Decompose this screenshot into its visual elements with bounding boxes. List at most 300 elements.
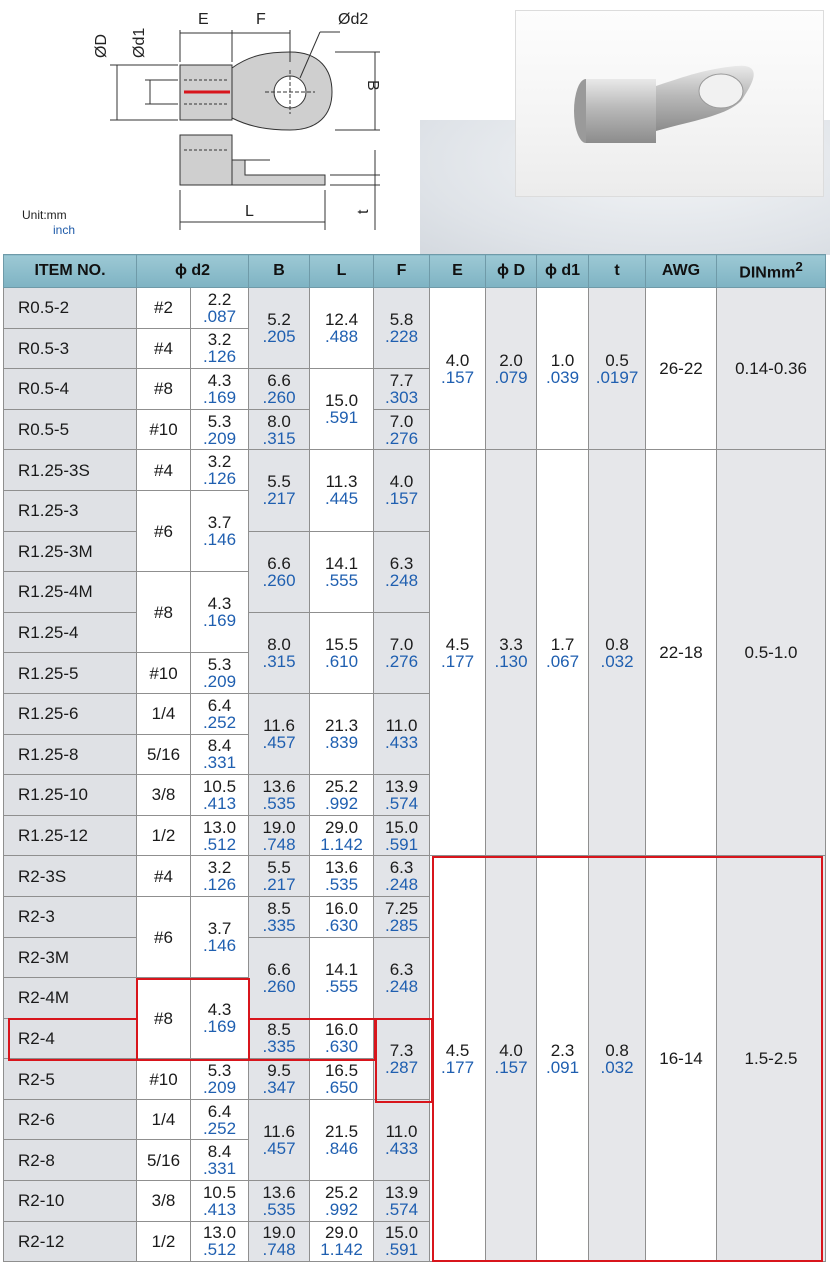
dia-D-cell-inch: .079: [494, 367, 528, 387]
d2-cell-inch: .252: [202, 1118, 237, 1138]
l-cell-inch: .555: [324, 570, 359, 590]
d2-cell: [191, 450, 249, 491]
b-cell-mm: 13.6: [262, 776, 296, 796]
d2-cell: [191, 288, 249, 329]
f-cell-inch: .276: [384, 428, 419, 448]
item-no-cell: R2-8: [4, 1140, 137, 1181]
header-din-sup: 2: [795, 259, 803, 275]
f-cell-mm: 6.3: [389, 959, 414, 979]
l-cell: [310, 1059, 374, 1100]
d2-cell-inch: .087: [202, 306, 237, 326]
table-row: [4, 450, 826, 491]
header-din: [717, 255, 826, 288]
l-cell-mm: 29.0: [324, 817, 359, 837]
item-no-cell: R1.25-4M: [4, 572, 137, 613]
d2-cell-mm: 13.0: [202, 1223, 237, 1243]
screw-size-cell: #10: [137, 1059, 191, 1100]
d2-cell: [191, 978, 249, 1059]
b-cell-inch: .315: [262, 428, 296, 448]
l-cell-mm: 15.5: [324, 634, 359, 654]
screw-size-cell: 1/4: [137, 693, 191, 734]
b-cell: [249, 815, 310, 856]
t-cell: [589, 288, 646, 450]
d2-cell-mm: 3.2: [207, 330, 232, 350]
l-cell: [310, 1018, 374, 1059]
l-cell-mm: 29.0: [324, 1223, 359, 1243]
item-no-cell: R1.25-8: [4, 734, 137, 775]
d2-cell-mm: 10.5: [202, 776, 237, 796]
l-cell-mm: 21.3: [324, 716, 359, 736]
l-cell: [310, 369, 374, 450]
e-cell-inch: .157: [440, 367, 475, 387]
d1-cell: [537, 450, 589, 856]
l-cell: [310, 1099, 374, 1180]
din-cell: 0.14-0.36: [717, 288, 826, 450]
product-photo: [515, 10, 824, 197]
b-cell: [249, 1059, 310, 1100]
header-E: E: [430, 255, 486, 288]
b-cell-mm: 5.5: [267, 472, 291, 492]
header-din-text: DINmm: [739, 264, 796, 282]
header-item-no: ITEM NO.: [4, 255, 137, 288]
b-cell-mm: 5.5: [267, 858, 291, 878]
f-cell-mm: 11.0: [385, 1121, 418, 1141]
f-cell-inch: .574: [384, 793, 419, 813]
d2-cell-inch: .126: [202, 875, 237, 895]
l-cell-mm: 21.5: [324, 1121, 359, 1141]
d2-cell-mm: 4.3: [207, 1000, 232, 1020]
t-cell-inch: .032: [600, 651, 634, 671]
screw-size-cell: #4: [137, 328, 191, 369]
b-cell-inch: .217: [262, 489, 296, 509]
item-no-cell: R2-6: [4, 1099, 137, 1140]
header-d1: ϕ d1: [537, 255, 589, 288]
b-cell: [249, 612, 310, 693]
d2-cell-inch: .169: [202, 387, 237, 407]
b-cell: [249, 1099, 310, 1180]
d2-cell-mm: 13.0: [202, 817, 237, 837]
b-cell: [249, 1221, 310, 1262]
l-cell: [310, 775, 374, 816]
screw-size-cell: 3/8: [137, 1181, 191, 1222]
l-cell-mm: 16.0: [324, 898, 359, 918]
header-awg: AWG: [646, 255, 717, 288]
d2-cell-inch: .512: [202, 1240, 237, 1260]
dim-label-d2: Ød2: [338, 11, 369, 28]
d2-cell-mm: 10.5: [202, 1182, 237, 1202]
l-cell-mm: 16.0: [324, 1020, 359, 1040]
d2-cell-mm: 4.3: [207, 370, 232, 390]
item-no-cell: R2-3: [4, 896, 137, 937]
b-cell-inch: .315: [262, 651, 296, 671]
d1-cell-mm: 2.3: [550, 1040, 575, 1060]
f-cell: [374, 856, 430, 897]
e-cell-inch: .177: [440, 1057, 475, 1077]
b-cell: [249, 775, 310, 816]
f-cell: [374, 450, 430, 531]
header-D: ϕ D: [486, 255, 537, 288]
dia-D-cell-inch: .157: [494, 1057, 528, 1077]
l-cell: [310, 937, 374, 1018]
d2-cell: [191, 572, 249, 653]
b-cell-mm: 8.0: [267, 411, 291, 431]
table-row: [4, 856, 826, 897]
f-cell-mm: 4.0: [389, 472, 414, 492]
f-cell: [374, 1221, 430, 1262]
b-cell-mm: 6.6: [267, 553, 291, 573]
b-cell-inch: .347: [262, 1078, 296, 1098]
screw-size-cell: 1/4: [137, 1099, 191, 1140]
d2-cell-mm: 3.2: [207, 452, 232, 472]
item-no-cell: R2-4: [4, 1018, 137, 1059]
e-cell-mm: 4.5: [445, 1040, 470, 1060]
l-cell-inch: .992: [324, 793, 359, 813]
d1-cell: [537, 856, 589, 1262]
d2-cell-mm: 5.3: [207, 1061, 232, 1081]
d1-cell-mm: 1.7: [550, 634, 575, 654]
f-cell-inch: .157: [384, 489, 419, 509]
t-cell: [589, 856, 646, 1262]
b-cell-mm: 9.5: [267, 1061, 291, 1081]
item-no-cell: R0.5-3: [4, 328, 137, 369]
f-cell: [374, 896, 430, 937]
d2-cell: [191, 1140, 249, 1181]
b-cell: [249, 1018, 310, 1059]
ring-terminal-photo: [516, 11, 823, 196]
f-cell: [374, 693, 430, 774]
item-no-cell: R0.5-2: [4, 288, 137, 329]
item-no-cell: R1.25-4: [4, 612, 137, 653]
b-cell: [249, 937, 310, 1018]
f-cell: [374, 1099, 430, 1180]
item-no-cell: R1.25-10: [4, 775, 137, 816]
b-cell-inch: .335: [262, 915, 296, 935]
d2-cell: [191, 653, 249, 694]
d1-cell-inch: .067: [545, 651, 580, 671]
f-cell-mm: 6.3: [389, 858, 414, 878]
unit-label-inch: inch: [53, 223, 76, 237]
f-cell-mm: 6.3: [389, 553, 414, 573]
l-cell-inch: .555: [324, 976, 359, 996]
b-cell: [249, 369, 310, 410]
l-cell-inch: .610: [324, 651, 359, 671]
f-cell-mm: 13.9: [384, 776, 419, 796]
item-no-cell: R2-3S: [4, 856, 137, 897]
f-cell: [374, 937, 430, 1018]
dim-label-F: F: [256, 11, 266, 28]
f-cell-inch: .248: [384, 976, 419, 996]
screw-size-cell: #4: [137, 856, 191, 897]
l-cell-inch: .650: [324, 1078, 359, 1098]
d2-cell-mm: 5.3: [207, 655, 232, 675]
d2-cell: [191, 1181, 249, 1222]
l-cell: [310, 450, 374, 531]
l-cell: [310, 288, 374, 369]
b-cell-mm: 19.0: [262, 1223, 296, 1243]
e-cell: [430, 288, 486, 450]
d2-cell-inch: .413: [202, 1199, 237, 1219]
dia-D-cell: [486, 450, 537, 856]
f-cell: [374, 409, 430, 450]
f-cell: [374, 1181, 430, 1222]
d2-cell: [191, 409, 249, 450]
header-illustration: [0, 0, 830, 255]
l-cell-inch: .488: [324, 327, 359, 347]
screw-size-cell: #10: [137, 409, 191, 450]
f-cell-mm: 15.0: [384, 1223, 419, 1243]
b-cell-inch: .217: [262, 875, 296, 895]
d2-cell-inch: .126: [202, 347, 237, 367]
l-cell-inch: .630: [324, 915, 359, 935]
b-cell: [249, 409, 310, 450]
b-cell-inch: .535: [262, 1199, 296, 1219]
l-cell-mm: 12.4: [324, 310, 359, 330]
b-cell-inch: .457: [262, 733, 296, 753]
d2-cell: [191, 369, 249, 410]
l-cell-mm: 25.2: [324, 776, 359, 796]
f-cell-mm: 7.0: [389, 411, 414, 431]
e-cell: [430, 856, 486, 1262]
table-row: [4, 288, 826, 329]
d2-cell: [191, 856, 249, 897]
b-cell-mm: 8.5: [267, 1020, 291, 1040]
d2-cell: [191, 734, 249, 775]
b-cell: [249, 693, 310, 774]
screw-size-cell: #4: [137, 450, 191, 491]
d2-cell-mm: 5.3: [207, 411, 232, 431]
l-cell-mm: 15.0: [324, 391, 359, 411]
d2-cell: [191, 815, 249, 856]
item-no-cell: R0.5-5: [4, 409, 137, 450]
screw-size-cell: #8: [137, 978, 191, 1059]
l-cell-inch: .630: [324, 1037, 359, 1057]
b-cell-mm: 6.6: [267, 959, 291, 979]
l-cell: [310, 612, 374, 693]
f-cell-inch: .574: [384, 1199, 419, 1219]
d2-cell-inch: .146: [202, 530, 237, 550]
d2-cell-mm: 4.3: [207, 594, 232, 614]
f-cell: [374, 775, 430, 816]
d2-cell-mm: 3.7: [207, 919, 232, 938]
d2-cell: [191, 693, 249, 734]
d2-cell: [191, 328, 249, 369]
item-no-cell: R0.5-4: [4, 369, 137, 410]
f-cell-inch: .248: [384, 570, 419, 590]
item-no-cell: R1.25-3: [4, 490, 137, 531]
d2-cell-inch: .252: [202, 712, 237, 732]
f-cell-inch: .433: [384, 733, 419, 753]
dim-label-E: E: [198, 11, 209, 28]
dia-D-cell-mm: 3.3: [499, 634, 523, 654]
l-cell: [310, 531, 374, 612]
b-cell-inch: .260: [262, 570, 296, 590]
d2-cell-inch: .512: [202, 834, 237, 854]
awg-cell: 22-18: [646, 450, 717, 856]
b-cell-mm: 6.6: [267, 370, 291, 390]
b-cell-mm: 19.0: [262, 817, 296, 837]
b-cell: [249, 856, 310, 897]
d2-cell-mm: 6.4: [207, 695, 232, 715]
l-cell-inch: .846: [324, 1138, 359, 1158]
b-cell-inch: .260: [262, 976, 296, 996]
f-cell-inch: .303: [384, 387, 419, 407]
t-cell-inch: .032: [600, 1057, 634, 1077]
b-cell-inch: .335: [262, 1037, 296, 1057]
dim-label-L: L: [245, 203, 254, 220]
f-cell: [374, 1018, 430, 1099]
screw-size-cell: #8: [137, 369, 191, 410]
d2-cell-mm: 8.4: [207, 1142, 232, 1162]
dia-D-cell: [486, 856, 537, 1262]
f-cell: [374, 369, 430, 410]
f-cell-inch: .287: [384, 1057, 419, 1077]
awg-cell: 26-22: [646, 288, 717, 450]
item-no-cell: R1.25-12: [4, 815, 137, 856]
screw-size-cell: 1/2: [137, 1221, 191, 1262]
b-cell: [249, 896, 310, 937]
d2-cell-mm: 6.4: [207, 1101, 232, 1121]
f-cell-inch: .591: [384, 1240, 419, 1260]
header-L: L: [310, 255, 374, 288]
d2-cell-inch: .146: [202, 936, 237, 955]
f-cell-inch: .285: [384, 915, 419, 935]
l-cell: [310, 896, 374, 937]
t-cell-mm: 0.8: [605, 1040, 629, 1060]
b-cell-mm: 11.6: [263, 716, 295, 736]
d2-cell: [191, 1059, 249, 1100]
d2-cell-inch: .413: [202, 793, 237, 813]
l-cell-inch: .591: [324, 408, 359, 428]
f-cell: [374, 531, 430, 612]
l-cell: [310, 856, 374, 897]
screw-size-cell: #6: [137, 896, 191, 977]
dia-D-cell-inch: .130: [494, 651, 528, 671]
d1-cell-inch: .091: [545, 1057, 580, 1077]
item-no-cell: R1.25-5: [4, 653, 137, 694]
d1-cell: [537, 288, 589, 450]
l-cell: [310, 693, 374, 774]
e-cell: [430, 450, 486, 856]
screw-size-cell: #2: [137, 288, 191, 329]
t-cell: [589, 450, 646, 856]
f-cell-inch: .276: [384, 651, 419, 671]
b-cell-inch: .260: [262, 387, 296, 407]
screw-size-cell: #6: [137, 490, 191, 571]
b-cell-inch: .205: [262, 327, 296, 347]
din-cell: 1.5-2.5: [717, 856, 826, 1262]
e-cell-mm: 4.5: [445, 634, 470, 654]
b-cell-inch: .535: [262, 793, 296, 813]
table-body: [4, 288, 826, 1262]
b-cell-inch: .748: [262, 834, 296, 854]
b-cell: [249, 531, 310, 612]
e-cell-mm: 4.0: [445, 350, 470, 370]
d2-cell-mm: 3.2: [207, 858, 232, 878]
l-cell: [310, 815, 374, 856]
d2-cell-mm: 3.7: [207, 513, 232, 533]
l-cell: [310, 1181, 374, 1222]
header-d2: ϕ d2: [137, 255, 249, 288]
b-cell-mm: 8.5: [267, 898, 291, 918]
d2-cell-mm: 2.2: [207, 289, 232, 309]
d2-cell-inch: .209: [202, 1078, 237, 1098]
l-cell-inch: 1.142: [320, 834, 363, 854]
b-cell-mm: 8.0: [267, 634, 291, 654]
d2-cell: [191, 896, 249, 977]
e-cell-inch: .177: [440, 651, 475, 671]
d2-cell: [191, 490, 249, 571]
b-cell: [249, 1181, 310, 1222]
l-cell-mm: 11.3: [325, 472, 358, 492]
f-cell-inch: .228: [384, 327, 419, 347]
b-cell-mm: 5.2: [267, 310, 291, 330]
f-cell-inch: .248: [384, 875, 419, 895]
dim-label-d1: Ød1: [131, 27, 148, 58]
d1-cell-mm: 1.0: [550, 350, 575, 370]
l-cell-mm: 14.1: [324, 553, 359, 573]
d2-cell-inch: .209: [202, 672, 237, 692]
f-cell-mm: 5.8: [389, 310, 414, 330]
l-cell-inch: .445: [324, 489, 359, 509]
screw-size-cell: #8: [137, 572, 191, 653]
awg-cell: 16-14: [646, 856, 717, 1262]
screw-size-cell: 5/16: [137, 734, 191, 775]
header-t: t: [589, 255, 646, 288]
dia-D-cell: [486, 288, 537, 450]
f-cell-mm: 13.9: [384, 1182, 419, 1202]
t-cell-inch: .0197: [595, 367, 639, 387]
b-cell-mm: 11.6: [263, 1121, 295, 1141]
item-no-cell: R1.25-3M: [4, 531, 137, 572]
header-F: F: [374, 255, 430, 288]
f-cell-mm: 7.3: [389, 1040, 414, 1060]
d2-cell-inch: .209: [202, 428, 237, 448]
screw-size-cell: 3/8: [137, 775, 191, 816]
l-cell-mm: 13.6: [324, 858, 359, 878]
d2-cell-mm: 8.4: [207, 736, 232, 756]
b-cell-inch: .748: [262, 1240, 296, 1260]
f-cell-inch: .591: [384, 834, 419, 854]
screw-size-cell: 5/16: [137, 1140, 191, 1181]
f-cell-mm: 7.7: [389, 370, 414, 390]
b-cell: [249, 288, 310, 369]
t-cell-mm: 0.5: [605, 350, 629, 370]
unit-label-mm: Unit:mm: [22, 208, 67, 222]
d1-cell-inch: .039: [545, 367, 580, 387]
f-cell-inch: .433: [384, 1138, 419, 1158]
d2-cell-inch: .169: [202, 611, 237, 631]
d2-cell-inch: .331: [202, 1159, 237, 1179]
l-cell-inch: .992: [324, 1199, 359, 1219]
l-cell: [310, 1221, 374, 1262]
spec-table: [3, 254, 826, 1262]
b-cell-inch: .457: [262, 1138, 296, 1158]
d2-cell-inch: .331: [202, 753, 237, 773]
l-cell-mm: 25.2: [324, 1182, 359, 1202]
screw-size-cell: #10: [137, 653, 191, 694]
l-cell-mm: 16.5: [324, 1061, 359, 1081]
item-no-cell: R2-10: [4, 1181, 137, 1222]
l-cell-inch: .535: [324, 875, 359, 895]
l-cell-mm: 14.1: [324, 959, 359, 979]
dia-D-cell-mm: 2.0: [499, 350, 523, 370]
item-no-cell: R2-3M: [4, 937, 137, 978]
dim-label-B: B: [364, 80, 381, 91]
d2-cell: [191, 1221, 249, 1262]
f-cell-mm: 7.0: [389, 634, 414, 654]
f-cell-mm: 15.0: [384, 817, 419, 837]
d2-cell-inch: .126: [202, 469, 237, 489]
